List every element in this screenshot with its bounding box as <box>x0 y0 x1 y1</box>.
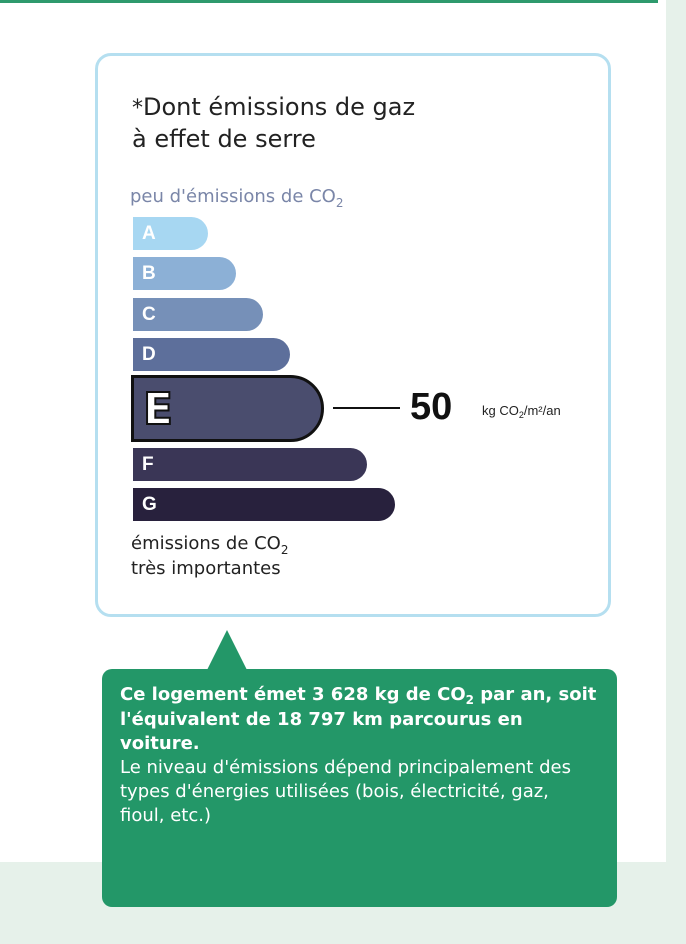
top-divider <box>0 0 658 3</box>
emissions-unit <box>482 403 561 418</box>
scale-top-label-text: peu d'émissions de CO <box>130 186 336 207</box>
emissions-value: 50 <box>410 386 453 428</box>
ges-bar-g <box>133 488 395 521</box>
ges-bar-a-letter: A <box>142 223 156 244</box>
scale-top-label <box>130 186 344 210</box>
asterisk: * <box>132 96 143 121</box>
scale-bottom-line2: très importantes <box>131 558 281 579</box>
scale-top-label-sub: 2 <box>335 196 344 210</box>
ges-bar-d <box>133 338 290 371</box>
unit-post: /m²/an <box>523 403 561 418</box>
ges-bar-c-letter: C <box>142 304 156 325</box>
background-strip-right <box>666 0 686 944</box>
callout-bold-pre: Ce logement émet 3 628 kg de CO <box>120 684 466 705</box>
callout-text: Le niveau d'émissions dépend principalement des types d'énergies utilisées (bois, électricité, gaz, fioul, etc.) <box>120 757 571 826</box>
ges-bar-e-letter: E <box>143 384 174 435</box>
callout-bold <box>120 684 596 754</box>
unit-pre: kg CO <box>482 403 519 418</box>
emissions-callout <box>102 669 617 907</box>
callout-bold-post: par an, soit l'équivalent de 18 797 km parcourus en voiture. <box>120 684 597 754</box>
value-leader-line <box>333 407 400 409</box>
ges-bar-f-letter: F <box>142 454 154 475</box>
unit-sub: 2 <box>518 410 524 420</box>
ghg-note <box>132 92 415 154</box>
ges-bar-e-current <box>131 375 324 442</box>
ges-bar-a <box>133 217 208 250</box>
ges-bar-c <box>133 298 263 331</box>
ges-bar-g-letter: G <box>142 494 157 515</box>
ges-bar-b-letter: B <box>142 263 156 284</box>
scale-bottom-sub: 2 <box>280 543 289 557</box>
scale-bottom-label <box>131 532 289 580</box>
callout-pointer <box>207 630 247 670</box>
ghg-note-line2: à effet de serre <box>132 125 316 153</box>
ges-bar-b <box>133 257 236 290</box>
ghg-note-line1: Dont émissions de gaz <box>143 93 416 121</box>
scale-bottom-line1: émissions de CO <box>131 533 281 554</box>
callout-bold-sub: 2 <box>465 693 474 707</box>
ges-bar-f <box>133 448 367 481</box>
ges-bar-d-letter: D <box>142 344 156 365</box>
